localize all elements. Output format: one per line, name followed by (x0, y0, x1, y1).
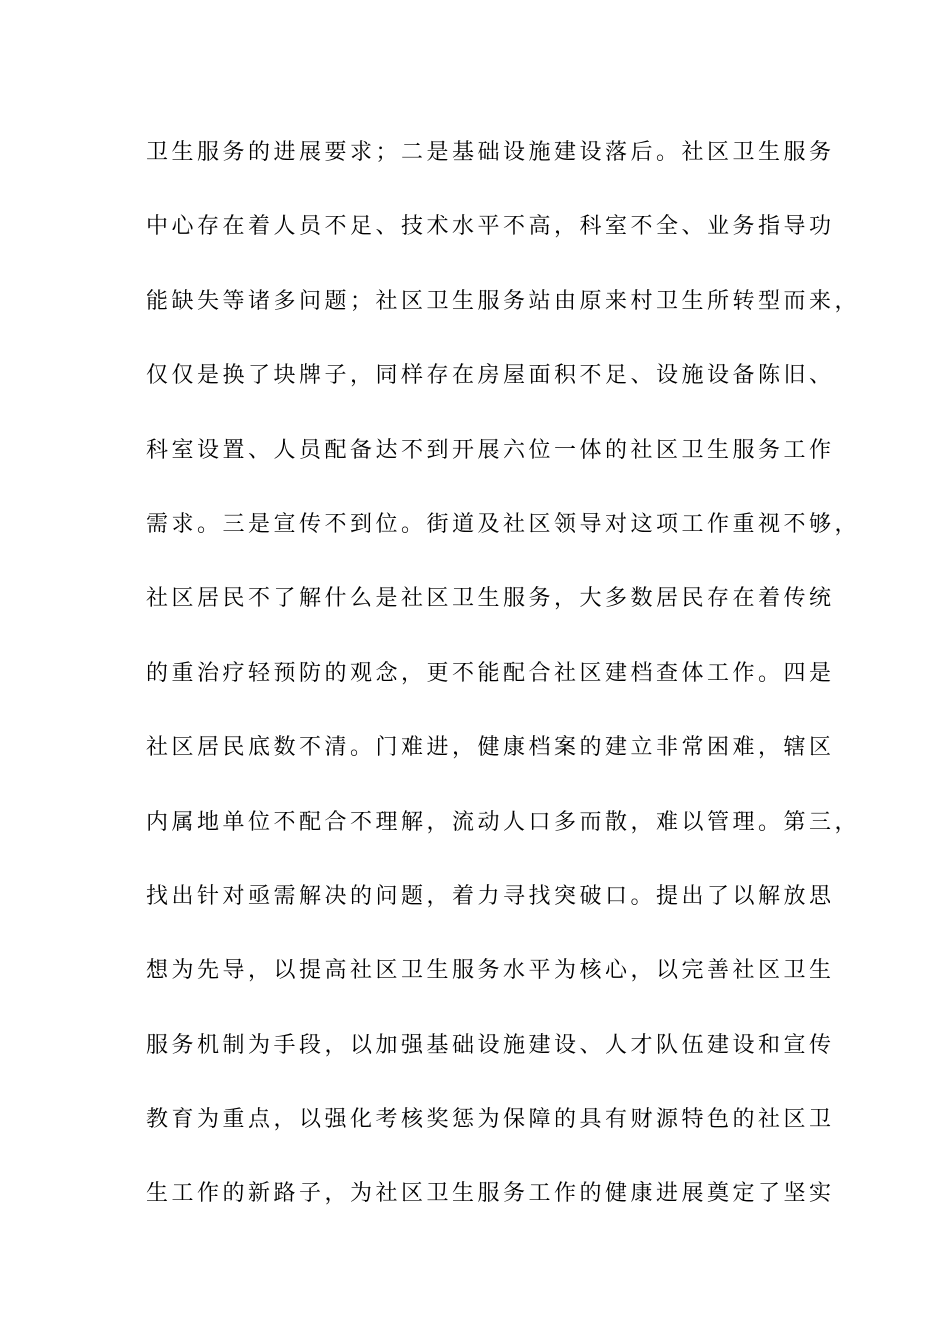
text-line: 科室设置、人员配备达不到开展六位一体的社区卫生服务工作 (146, 437, 835, 463)
text-line: 想为先导，以提高社区卫生服务水平为核心，以完善社区卫生 (146, 958, 835, 984)
text-line: 能缺失等诸多问题；社区卫生服务站由原来村卫生所转型而来， (146, 288, 861, 314)
text-line: 生工作的新路子，为社区卫生服务工作的健康进展奠定了坚实 (146, 1181, 835, 1207)
text-line: 服务机制为手段，以加强基础设施建设、人才队伍建设和宣传 (146, 1032, 835, 1058)
body-text (146, 131, 861, 1247)
text-line: 卫生服务的进展要求；二是基础设施建设落后。社区卫生服务 (146, 140, 835, 165)
text-line: 需求。三是宣传不到位。街道及社区领导对这项工作重视不够， (146, 511, 861, 537)
text-line: 社区居民不了解什么是社区卫生服务，大多数居民存在着传统 (146, 586, 835, 612)
text-line: 找出针对亟需解决的问题，着力寻找突破口。提出了以解放思 (146, 883, 835, 909)
text-line: 内属地单位不配合不理解，流动人口多而散，难以管理。第三， (146, 809, 861, 835)
text-line: 的重治疗轻预防的观念，更不能配合社区建档查体工作。四是 (146, 660, 835, 686)
text-line: 社区居民底数不清。门难进，健康档案的建立非常困难，辖区 (146, 735, 835, 761)
text-line: 中心存在着人员不足、技术水平不高，科室不全、业务指导功 (146, 214, 835, 240)
text-line: 教育为重点，以强化考核奖惩为保障的具有财源特色的社区卫 (146, 1107, 835, 1133)
text-line: 仅仅是换了块牌子，同样存在房屋面积不足、设施设备陈旧、 (146, 363, 835, 389)
